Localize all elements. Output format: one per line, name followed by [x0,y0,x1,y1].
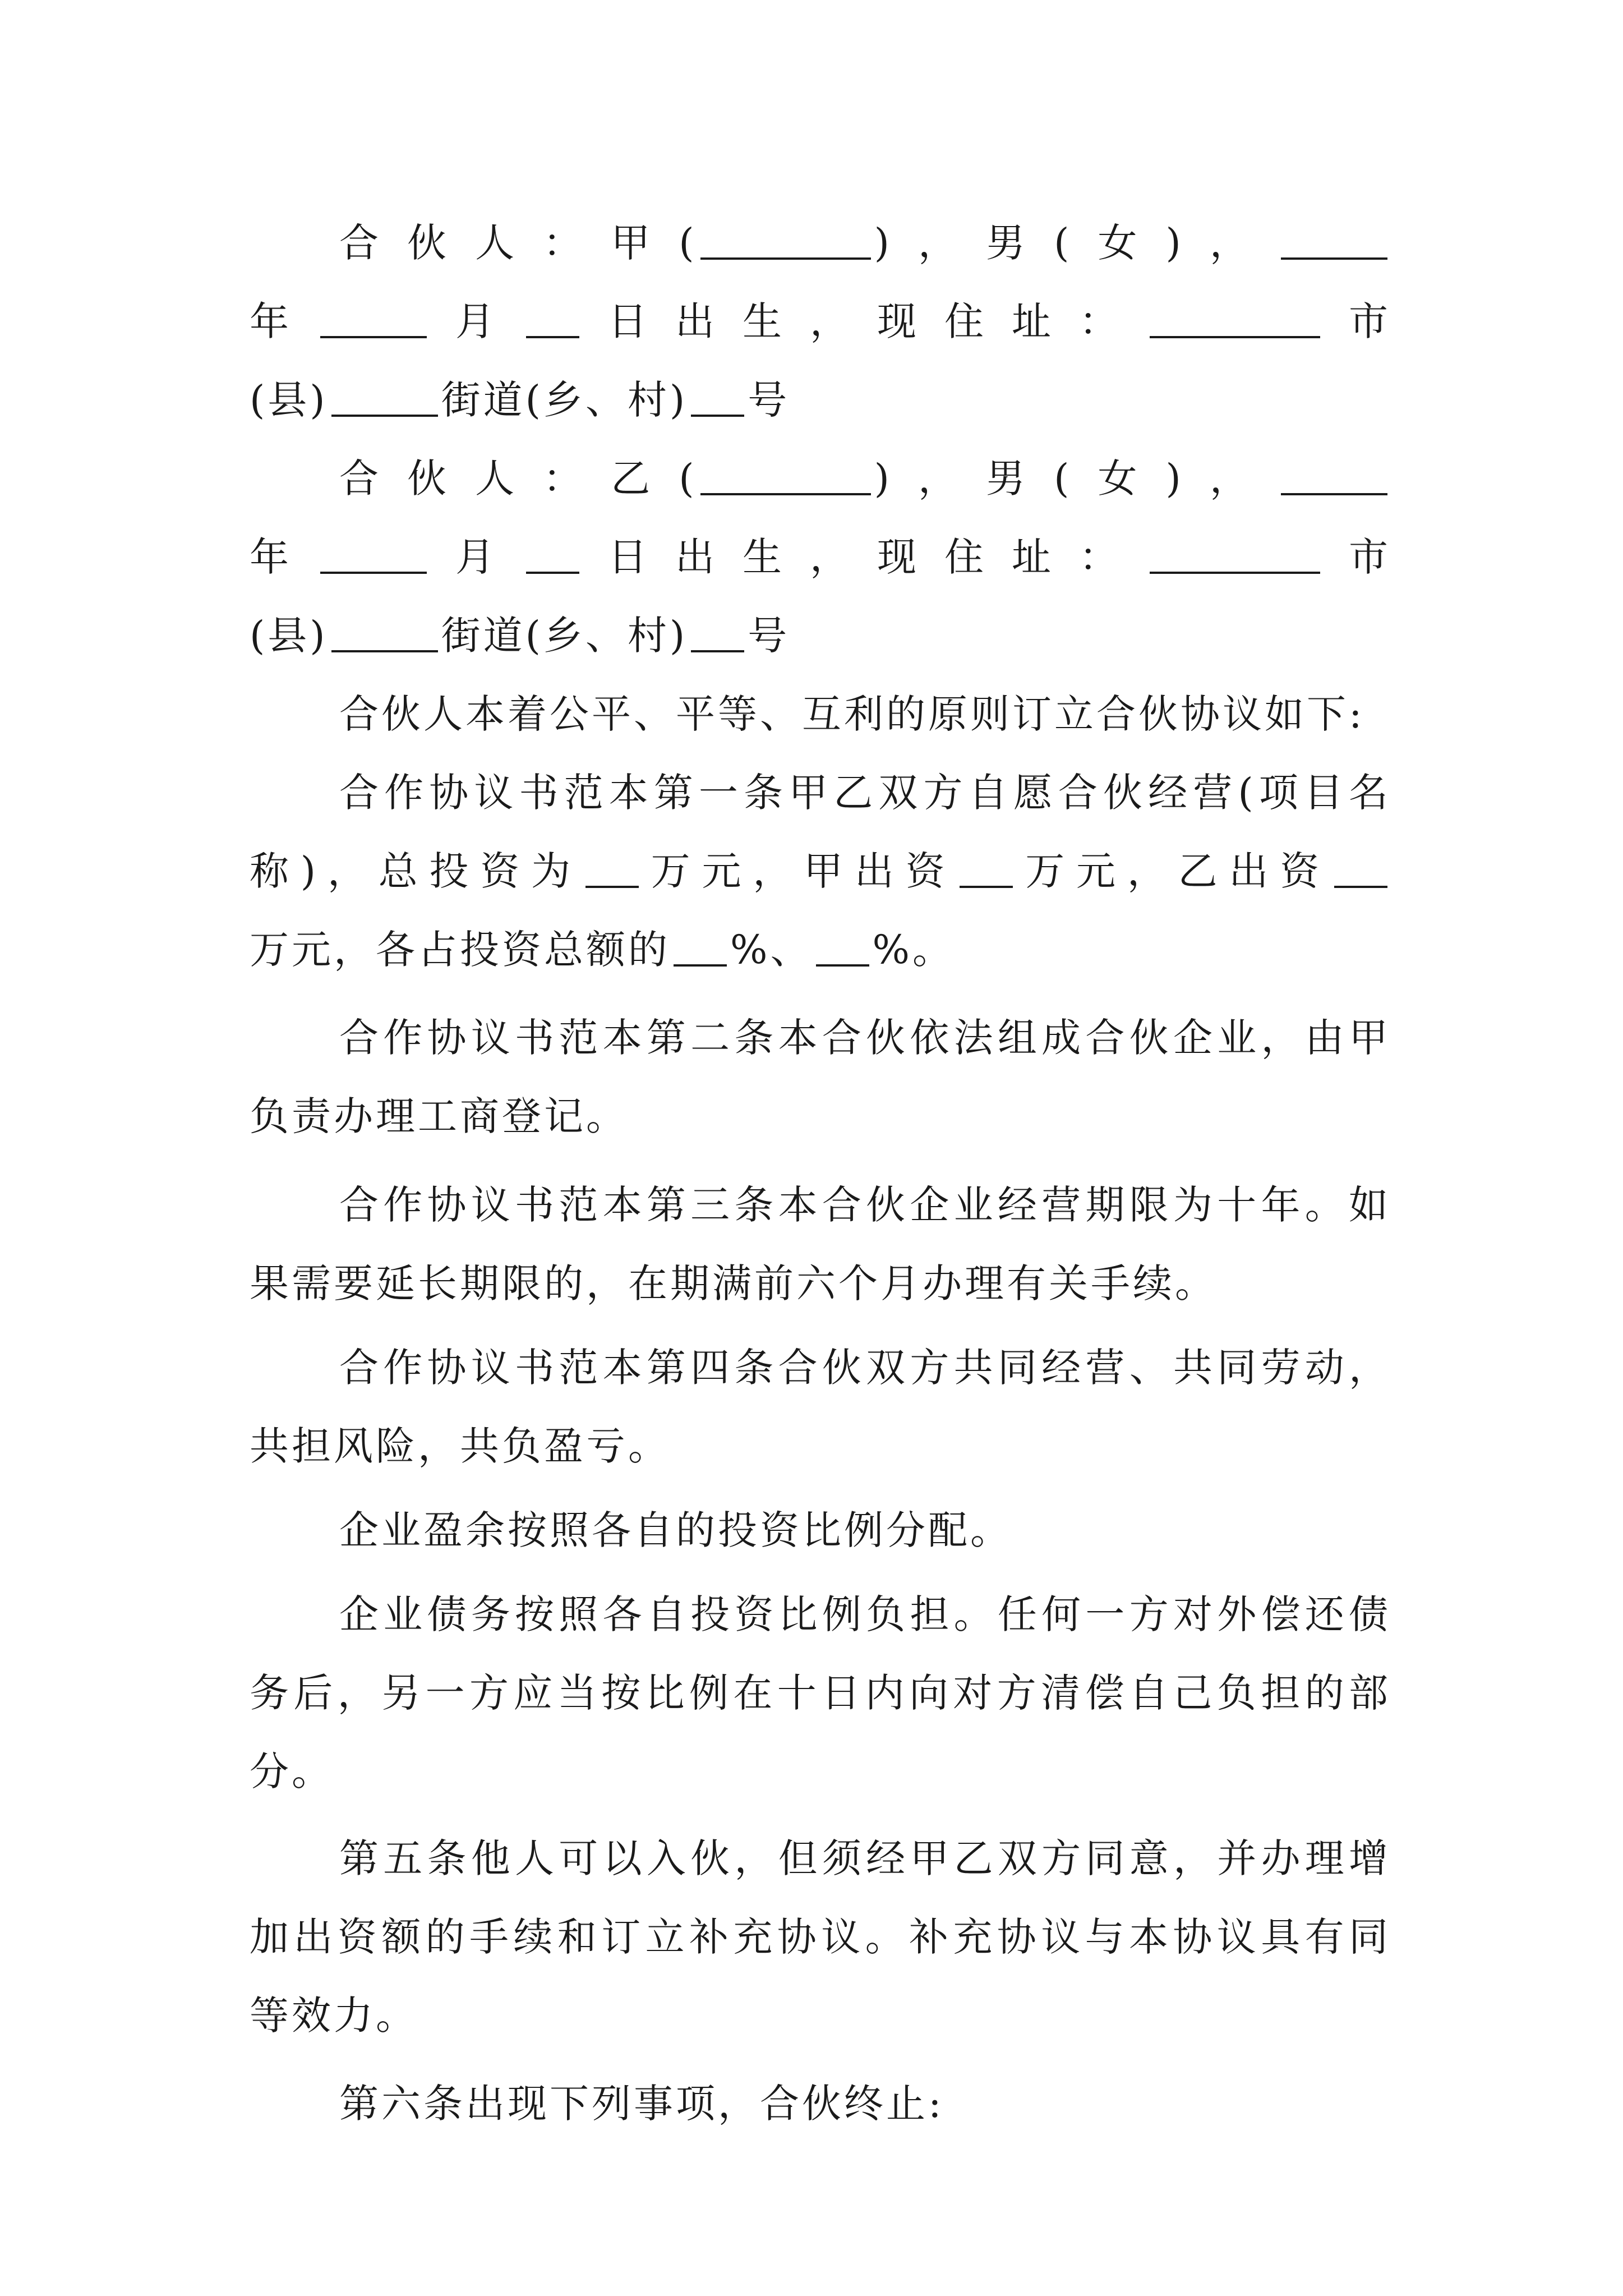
profit-distribution-line: 企业盈余按照各自的投资比例分配。 [339,1507,1012,1553]
fill-in-blank [674,931,727,967]
fill-in-blank [691,381,744,417]
partner-a-birth-line: 年 月 日出生，现住址： 市 [250,298,1391,344]
partner-a-name-line: 合伙人：甲( )，男(女)， [250,204,1391,282]
fill-in-blank [331,381,438,417]
article-5-line-1: 第五条他人可以入伙，但须经甲乙双方同意，并办理增 [339,1835,1391,1881]
fill-in-blank [700,224,871,260]
article-1-line-2: 称)，总投资为 万元，甲出资 万元，乙出资 [250,832,1391,910]
partner-b-name-line: 合伙人：乙( )，男(女)， [250,439,1391,518]
article-5-line-3: 等效力。 [250,1993,418,2039]
fill-in-blank [331,616,438,652]
partner-b-address-line: (县) 街道(乡、村) 号 [250,613,790,659]
partner-b-birth-line: 年 月 日出生，现住址： 市 [250,534,1391,580]
article-3-line-2: 果需要延长期限的，在期满前六个月办理有关手续。 [250,1260,1217,1306]
fill-in-blank [1334,852,1387,888]
preamble-line: 合伙人本着公平、平等、互利的原则订立合伙协议如下: [339,691,1365,737]
fill-in-blank [1150,302,1320,338]
article-6-line-1: 第六条出现下列事项，合伙终止: [339,2081,944,2127]
partner-a-address-line: (县) 街道(乡、村) 号 [250,377,790,423]
article-5-line-2: 加出资额的手续和订立补充协议。补充协议与本协议具有同 [250,1914,1391,1960]
fill-in-blank [1150,538,1320,574]
fill-in-blank [526,538,579,574]
article-3-line-1: 合作协议书范本第三条本合伙企业经营期限为十年。如 [339,1182,1391,1228]
fill-in-blank [526,302,579,338]
article-2-line-1: 合作协议书范本第二条本合伙依法组成合伙企业，由甲 [339,1015,1391,1061]
fill-in-blank [1281,224,1387,260]
article-1-line-3: 万元，各占投资总额的 %、 %。 [250,927,955,973]
fill-in-blank [700,459,871,495]
article-2-line-2: 负责办理工商登记。 [250,1093,628,1139]
debt-clause-line-3: 分。 [250,1749,334,1795]
fill-in-blank [816,931,869,967]
fill-in-blank [320,538,427,574]
debt-clause-line-2: 务后，另一方应当按比例在十日内向对方清偿自己负担的部 [250,1670,1391,1716]
fill-in-blank [1281,459,1387,495]
article-4-line-1: 合作协议书范本第四条合伙双方共同经营、共同劳动， [339,1345,1391,1391]
fill-in-blank [320,302,427,338]
article-1-line-1: 合作协议书范本第一条甲乙双方自愿合伙经营(项目名 [339,770,1391,816]
fill-in-blank [691,616,744,652]
fill-in-blank [585,852,639,888]
fill-in-blank [960,852,1013,888]
article-4-line-2: 共担风险，共负盈亏。 [250,1423,670,1469]
debt-clause-line-1: 企业债务按照各自投资比例负担。任何一方对外偿还债 [339,1591,1391,1637]
